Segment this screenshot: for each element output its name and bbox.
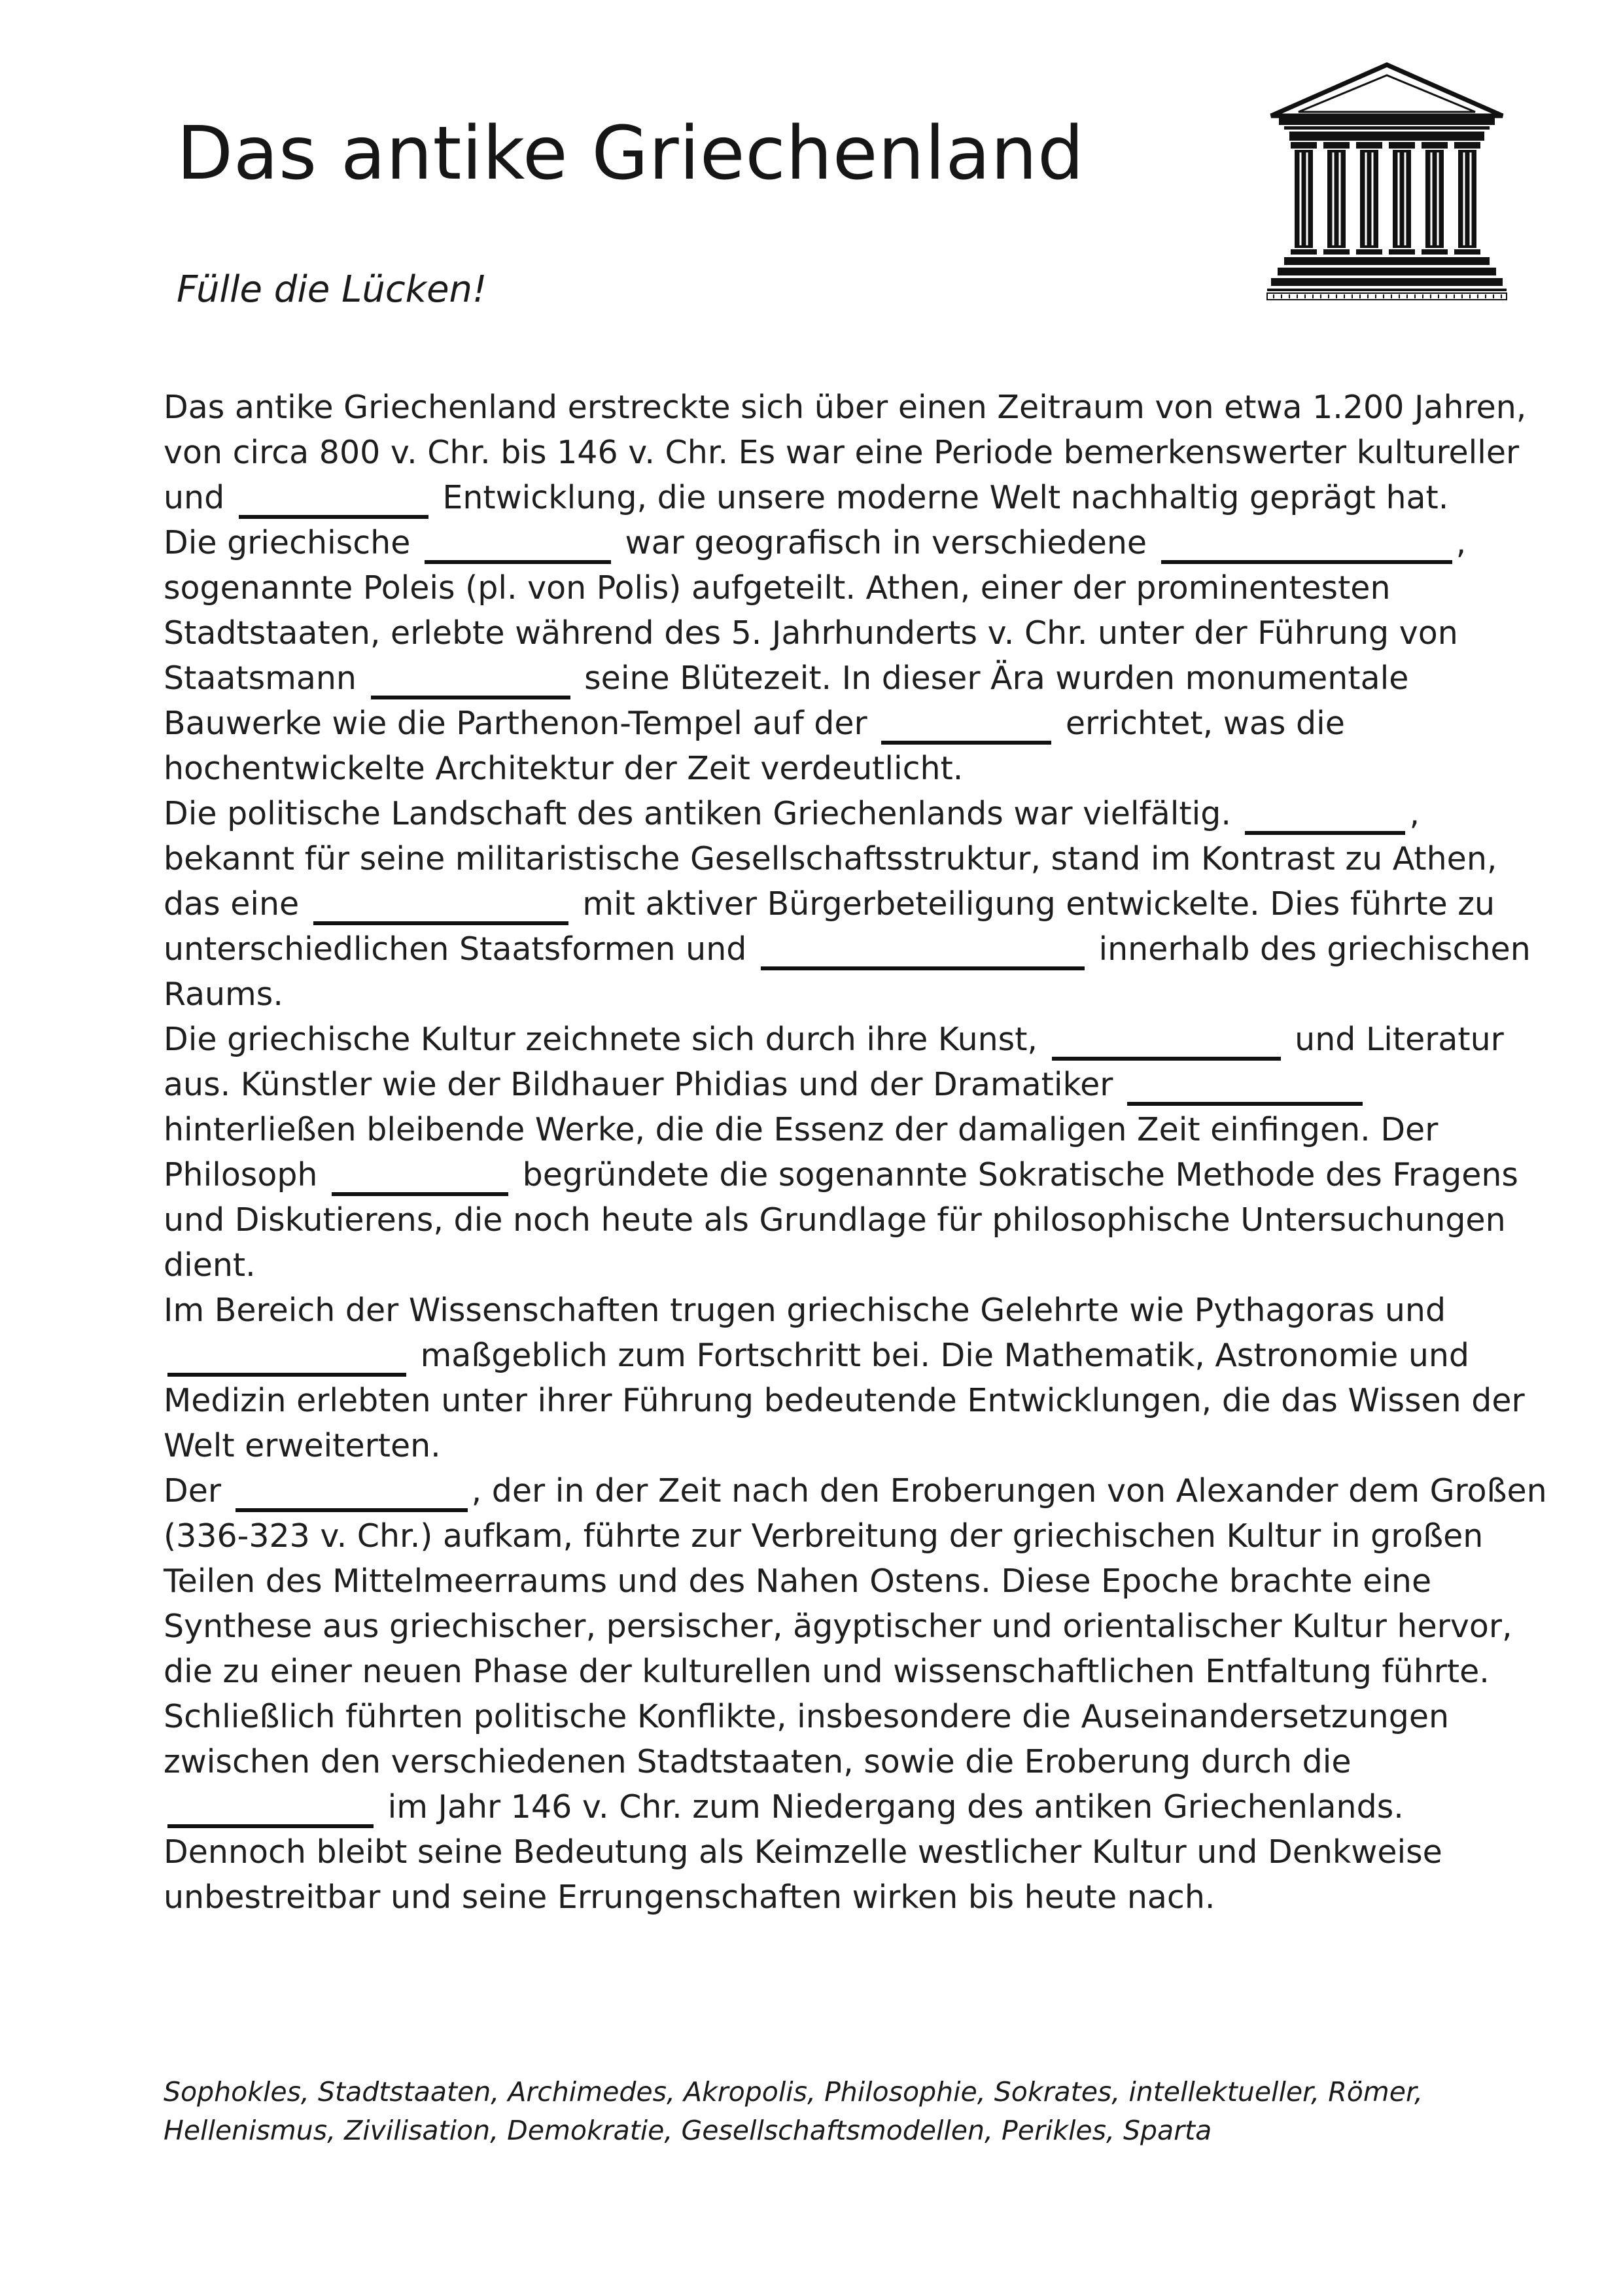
text-segment: hinterließen bleibende Werke, die die Essenz der damaligen Zeit einfingen. Der Philosoph [164, 1111, 1439, 1193]
blank-field[interactable] [236, 1476, 468, 1512]
blank-field[interactable] [167, 1792, 374, 1828]
text-segment: Im Bereich der Wissenschaften trugen griechische Gelehrte wie Pythagoras und [164, 1292, 1446, 1329]
paragraph-hellenism [164, 1468, 1550, 1694]
text-segment: , der in der Zeit nach den Eroberungen von Alexander dem Großen (336-323 v. Chr.) aufkam, führte zur Verbreitung der griechischen Kultur in großen Teilen des Mittelmeerraums und des Nahen Ostens. Diese Epoche brachte eine Synthese aus griechischer, persischer, ägyptischer und orientalischer Kultur hervor, die zu einer neuen Phase der kulturellen und wissenschaftlichen Entfaltung führte. [164, 1472, 1547, 1690]
blank-field[interactable] [167, 1341, 406, 1377]
text-segment: war geografisch in verschiedene [625, 524, 1147, 561]
text-segment: Entwicklung, die unsere moderne Welt nachhaltig geprägt hat. [442, 479, 1449, 516]
paragraph-intro [164, 385, 1550, 520]
text-segment: maßgeblich zum Fortschritt bei. Die Mathematik, Astronomie und Medizin erlebten unter ihrer Führung bedeutende Entwicklungen, die das Wissen der Welt erweiterten. [164, 1337, 1525, 1464]
greek-temple-icon [1266, 62, 1508, 304]
text-segment: errichtet, was die hochentwickelte Architektur der Zeit verdeutlicht. [164, 705, 1345, 787]
page-title: Das antike Griechenland [177, 111, 1085, 196]
text-segment: Schließlich führten politische Konflikte, insbesondere die Auseinandersetzungen zwischen den verschiedenen Stadtstaaten, sowie die Eroberung durch die [164, 1698, 1450, 1780]
text-segment: im Jahr 146 v. Chr. zum Niedergang des antiken Griechenlands. Dennoch bleibt seine Bedeutung als Keimzelle westlicher Kultur und Denkweise unbestreitbar und seine Errungenschaften wirken bis heute nach. [164, 1788, 1442, 1916]
word-bank-line: Hellenismus, Zivilisation, Demokratie, Gesellschaftsmodellen, Perikles, Sparta [164, 2115, 1212, 2146]
blank-field[interactable] [371, 663, 570, 699]
text-segment: und Literatur aus. Künstler wie der Bildhauer Phidias und der Dramatiker [164, 1021, 1504, 1103]
word-bank [164, 2073, 1537, 2150]
text-segment: Die griechische Kultur zeichnete sich durch ihre Kunst, [164, 1021, 1038, 1058]
blank-field[interactable] [313, 889, 568, 925]
blank-field[interactable] [332, 1160, 508, 1196]
text-segment: Die griechische [164, 524, 411, 561]
blank-field[interactable] [1161, 528, 1452, 564]
paragraph-decline [164, 1694, 1550, 1920]
blank-field[interactable] [425, 528, 611, 564]
blank-field[interactable] [1245, 799, 1405, 835]
text-segment: Die politische Landschaft des antiken Griechenlands war vielfältig. [164, 795, 1231, 832]
text-segment: begründete die sogenannte Sokratische Methode des Fragens und Diskutierens, die noch heute als Grundlage für philosophische Untersuchungen dient. [164, 1156, 1518, 1284]
text-segment: , sogenannte Poleis (pl. von Polis) aufgeteilt. Athen, einer der prominentesten Stadtstaaten, erlebte während des 5. Jahrhunderts v. Chr. unter der Führung von Staatsmann [164, 524, 1467, 697]
text-segment: mit aktiver Bürgerbeteiligung entwickelte. Dies führte zu unterschiedlichen Staatsformen und [164, 885, 1495, 968]
cloze-text [164, 385, 1550, 1920]
word-bank-line: Sophokles, Stadtstaaten, Archimedes, Akropolis, Philosophie, Sokrates, intellektueller, Römer, [164, 2076, 1423, 2108]
paragraph-culture [164, 1017, 1550, 1288]
paragraph-science [164, 1288, 1550, 1468]
paragraph-geography [164, 520, 1550, 791]
text-segment: Das antike Griechenland erstreckte sich über einen Zeitraum von etwa 1.200 Jahren, von circa 800 v. Chr. bis 146 v. Chr. Es war eine Periode bemerkenswerter kultureller und [164, 389, 1527, 516]
paragraph-politics [164, 791, 1550, 1017]
text-segment: Der [164, 1472, 222, 1510]
blank-field[interactable] [239, 483, 428, 519]
blank-field[interactable] [1127, 1070, 1363, 1106]
text-segment: seine Blütezeit. In dieser Ära wurden monumentale Bauwerke wie die Parthenon-Tempel auf der [164, 660, 1409, 742]
text-segment: , bekannt für seine militaristische Gesellschaftsstruktur, stand im Kontrast zu Athen, das eine [164, 795, 1497, 923]
text-segment: innerhalb des griechischen Raums. [164, 930, 1531, 1013]
blank-field[interactable] [761, 934, 1085, 970]
instruction-subtitle: Fülle die Lücken! [177, 268, 487, 311]
blank-field[interactable] [1052, 1025, 1281, 1061]
blank-field[interactable] [881, 709, 1051, 745]
